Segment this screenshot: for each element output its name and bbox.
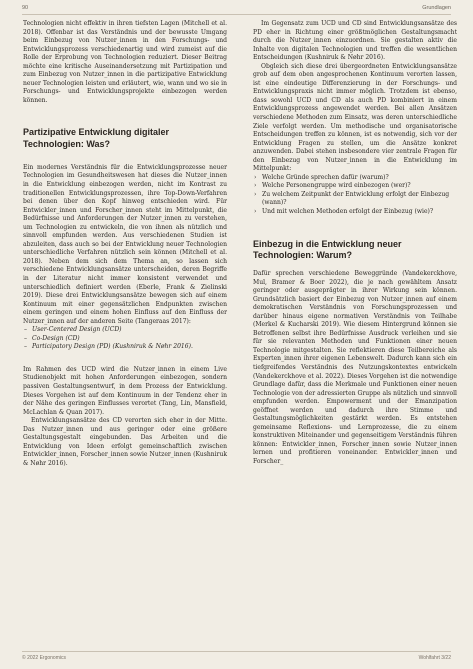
- body-paragraph: Im Rahmen des UCD wird die Nutzer_innen in einem Live Studienobjekt mit hohen Anforderungen einbezogen, sondern passiven Gestaltungsentwurf, in dem Prozess der Entwicklung. Dieses Vorgehen ist auf dem Kontinuum in der Tendenz eher in der Nähe des geringen Einflusses verortet (Tang, Lin, Mansfield, McLachlan & Quan 2017).: [23, 365, 227, 416]
- list-item: – User-Centered Design (UCD): [24, 326, 122, 334]
- list-item: › Zu welchem Zeitpunkt der Entwicklung erfolgt der Einbezug (wann)?: [254, 190, 450, 207]
- page-number: 90: [22, 5, 29, 11]
- list-item: › Welche Gründe sprechen dafür (warum)?: [254, 173, 389, 181]
- body-paragraph: Dafür sprechen verschiedene Beweggründe (Vandekerckhove, Mul, Bramer & Boer 2022), die je nach gewähltem Ansatz geringer oder ausgeprägter in ihrer Wirkung sein können. Grundsätzlich basiert der Einbezug von Nutzer_innen auf einem demokratischen Verständnis von Forschungsprozessen und darüber hinaus eigene normativen Verständnis von Teilhabe (Merkel & Kucharski 2019). Wie diesem Hintergrund können sie Betroffenen selbst ihre Bedürfnisse Ausdruck verleihen und sie für sie relevanten Methoden und Funktionen einer neuen Technologie mitgestalten. Sie reflektieren diese Teilbereiche als Experten_innen ihrer eigenen Lebenswelt. Dadurch kann sich ein tiefgreifendes Verständnis des Nutzungskontextes entwickeln (Vandekerckhove et al. 2022). Dieses Vorgehen ist die notwendige Grundlage dafür, dass die Merkmale und Funktionen einer neuen Technologie von der adressierten Gruppe als nützlich und sinnvoll empfunden werden. Empowerment und der Emanzipation geöffnet werden und dadurch ihre Stimme und Gestaltungsmöglichkeiten gestärkt werden. Es entstehen gemeinsame Reflexions- und Lernprozesse, die zu einem konstruktiven Miteinander und gegenseitigem Verständnis führen können: Entwickler_innen, Forscher_innen sowie Nutzer_innen lernen und profitieren voneinander. Entwickler_innen und Forscher_: [253, 269, 457, 466]
- list-item: › Welche Personengruppe wird einbezogen (wer)?: [254, 182, 411, 190]
- list-item: – Participatory Design (PD) (Kushniruk & Nøhr 2016).: [24, 343, 193, 351]
- section-title: Grundlagen: [422, 5, 451, 11]
- section-heading-was: Partizipative Entwicklung digitaler Technologien: Was?: [23, 127, 170, 149]
- question-list: [253, 174, 457, 217]
- running-header: [22, 4, 451, 15]
- left-column: [23, 20, 227, 468]
- body-paragraph: Im Gegensatz zum UCD und CD sind Entwicklungsansätze des PD eher in Richtung einer größtmöglichen Gestaltungsmacht durch die Nutzer_innen einzuordnen. Sie gestalten aktiv die Inhalte von digitalen Technologien und treffen die wesentlichen Entscheidungen (Kushniruk & Nøhr 2016).: [253, 20, 457, 62]
- list-item: › Und mit welchen Methoden erfolgt der Einbezug (wie)?: [254, 208, 434, 216]
- running-footer: [22, 651, 451, 662]
- right-column: [253, 20, 457, 467]
- footer-copyright: © 2022 Ergonomics: [22, 655, 66, 661]
- body-paragraph: Obgleich sich diese drei übergeordneten Entwicklungsansätze grob auf dem oben angesprochenen Kontinuum verorten lassen, ist eine eindeutige Differenzierung in der Forschungs- und Entwicklungspraxis nicht immer möglich. Trotzdem ist ebenso, dass sowohl UCD und CD als auch PD kombiniert in einem Entwicklungsprozess angewendet werden. Bei allen Ansätzen verschiedene Methoden zum Einsatz, was deren unterschiedliche Ziele verfolgt werden. Um methodische und organisatorische Entscheidungen treffen zu können, ist es notwendig, sich vor der Entwicklung Fragen zu stellen, um die Ansätze konkret anzuwenden. Dabei stehen insbesondere vier zentrale Fragen für den Einbezug von Nutzer_innen in die Entwicklung im Mittelpunkt:: [253, 62, 457, 173]
- body-paragraph: Technologien nicht effektiv in ihren tiefsten Lagen (Mitchell et al. 2018). Offenbar ist das Verständnis und der bewusste Umgang beim Einbezug von Nutzer_innen in den Forschungs- und Entwicklungsprozess verschiedenartig und wird zumeist auf die Rolle der Erprobung von Technologien reduziert. Dieser Beitrag möchte eine kritische Auseinandersetzung mit Partizipation und zum Einbezug von Nutzer_innen in die partizipative Entwicklung neuer Technologien leisten und erläutert, wie, wann und wo sie in Forschungs- und Entwicklungsprojekte einbezogen werden können.: [23, 20, 227, 104]
- body-paragraph: Ein modernes Verständnis für die Entwicklungsprozesse neuer Technologien im Gesundheitswesen hat dieses die Nutzer_innen in die Entwicklung einbezogen werden, nicht im Kontrast zu traditionellen Entwicklungsprozessen, ihre Top-Down-Verfahren bei denen über den Kopf hinweg entschieden wird. Für Entwickler_innen und Forscher_innen steht im Mittelpunkt, die Bedürfnisse und Anforderungen der Nutzer_innen zu verstehen, um Technologien zu entwickeln, die von ihnen als nützlich und sinnvoll empfunden werden. Aus verschiedenen Studien ist abzuleiten, dass auch so bei der Entwicklung neuer Technologien unterschiedliche Verfahren nützlich sein können (Mitchell et al. 2018). Neben dem sich dem Thema an, so lassen sich verschiedene Entwicklungsansätze unterscheiden, deren Begriffe in der Literatur nicht immer konsistent verwendet und unterschiedlich definiert werden (Eberle, Frank & Zielinski 2019). Diese drei Entwicklungsansätze bewegen sich auf einem Kontinuum mit einer gegensätzlichen Endpunkten zwischen einem geringen und einem hohen Einfluss auf den Einfluss der Nutzer_innen auf der anderen Seite (Tangeraas 2017):: [23, 163, 227, 325]
- approach-list: [23, 326, 227, 352]
- footer-issue: Wohlfahrt 3/22: [418, 655, 451, 661]
- section-heading-warum: Einbezug in die Entwicklung neuer Technologien: Warum?: [253, 238, 402, 260]
- list-item: – Co-Design (CD): [24, 334, 80, 342]
- body-paragraph: Entwicklungsansätze des CD verorten sich eher in der Mitte. Das Nutzer_innen und aus geringer oder eine größere Gestaltungsgestalt eingebunden. Das Arbeiten und die Entwicklung von Ideen erfolgt gemeinschaftlich zwischen Entwickler_innen, Forscher_innen sowie Nutzer_innen (Kushniruk & Nøhr 2016).: [23, 417, 227, 467]
